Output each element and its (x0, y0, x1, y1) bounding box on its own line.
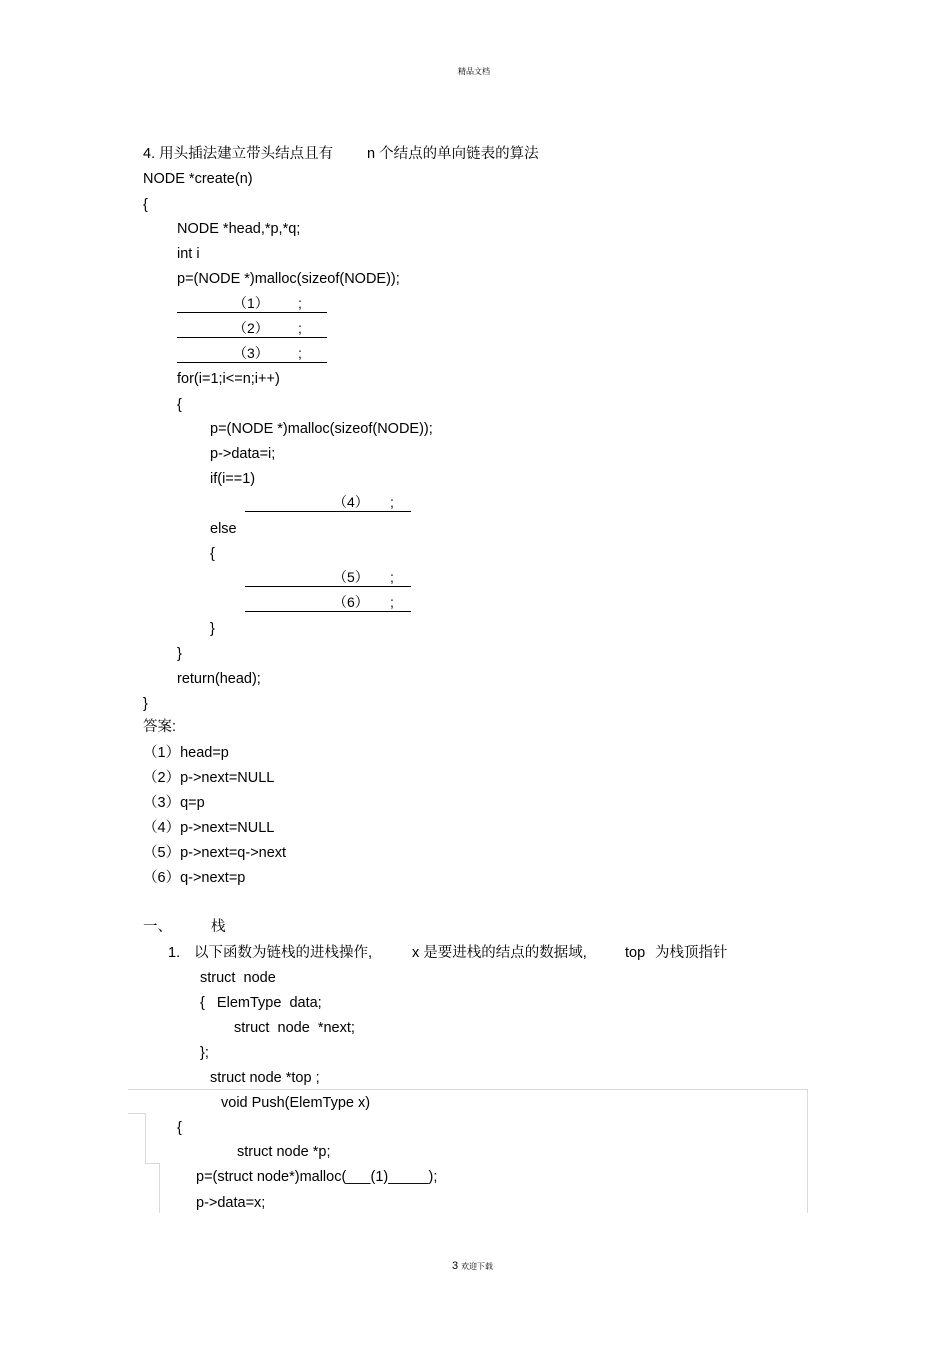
code-line: NODE *head,*p,*q; (177, 221, 301, 237)
answer-item: （5）p->next=q->next (143, 845, 287, 861)
code-line: void Push(ElemType x) (221, 1095, 371, 1111)
code-line: struct node *p; (237, 1144, 331, 1160)
answer-item: （1）head=p (143, 745, 229, 761)
code-line: NODE *create(n) (143, 171, 253, 187)
fill-blank-2: （2） ; (177, 320, 327, 338)
question-text: 以下函数为链栈的进栈操作, (194, 945, 373, 961)
box-step-border (145, 1113, 146, 1163)
code-line: p->data=i; (210, 446, 276, 462)
fill-blank-3: （3） ; (177, 345, 327, 363)
question-text: 为栈顶指针 (655, 945, 728, 961)
fill-blank-1: （1） ; (177, 295, 327, 313)
code-line: } (143, 696, 148, 712)
page-footer: 欢迎下载 (461, 1262, 493, 1271)
code-line: { ElemType data; (200, 995, 322, 1011)
code-line: { (177, 397, 182, 413)
question-text: x 是要进栈的结点的数据域, (412, 945, 587, 961)
code-line: struct node *next; (234, 1020, 355, 1036)
code-line: struct node *top ; (210, 1070, 320, 1086)
section-title: 栈 (211, 919, 226, 935)
code-line: p->data=x; (196, 1195, 266, 1211)
code-line: { (177, 1120, 182, 1136)
question-number: 1. (168, 945, 181, 961)
code-line: if(i==1) (210, 471, 256, 487)
page-number: 3 (452, 1260, 459, 1272)
box-step-border (128, 1113, 145, 1114)
code-line: struct node (200, 970, 276, 986)
answer-title: 答案: (143, 719, 177, 735)
answer-item: （2）p->next=NULL (143, 770, 275, 786)
question-title-part1: 4. 用头插法建立带头结点且有 (143, 146, 334, 162)
page-header: 精品文档 (458, 67, 490, 76)
box-right-border (807, 1089, 808, 1213)
section-number: 一、 (143, 919, 172, 935)
code-line: p=(NODE *)malloc(sizeof(NODE)); (210, 421, 433, 437)
code-line: }; (200, 1045, 209, 1061)
question-text: top (625, 945, 646, 961)
code-line: { (210, 546, 215, 562)
answer-item: （3）q=p (143, 795, 205, 811)
code-line: p=(struct node*)malloc(___(1)_____); (196, 1169, 438, 1185)
code-line: } (177, 646, 182, 662)
code-line: return(head); (177, 671, 261, 687)
fill-blank-4: （4） ; (245, 494, 411, 512)
code-line: int i (177, 246, 200, 262)
answer-item: （6）q->next=p (143, 870, 246, 886)
question-title-part2: n 个结点的单向链表的算法 (367, 146, 539, 162)
box-step-border (159, 1163, 160, 1213)
fill-blank-6: （6） ; (245, 594, 411, 612)
box-step-border (145, 1163, 159, 1164)
code-line: for(i=1;i<=n;i++) (177, 371, 280, 387)
code-line: else (210, 521, 237, 537)
box-top-border (128, 1089, 808, 1090)
fill-blank-5: （5） ; (245, 569, 411, 587)
code-line: } (210, 621, 215, 637)
answer-item: （4）p->next=NULL (143, 820, 275, 836)
code-line: { (143, 197, 148, 213)
code-line: p=(NODE *)malloc(sizeof(NODE)); (177, 271, 400, 287)
